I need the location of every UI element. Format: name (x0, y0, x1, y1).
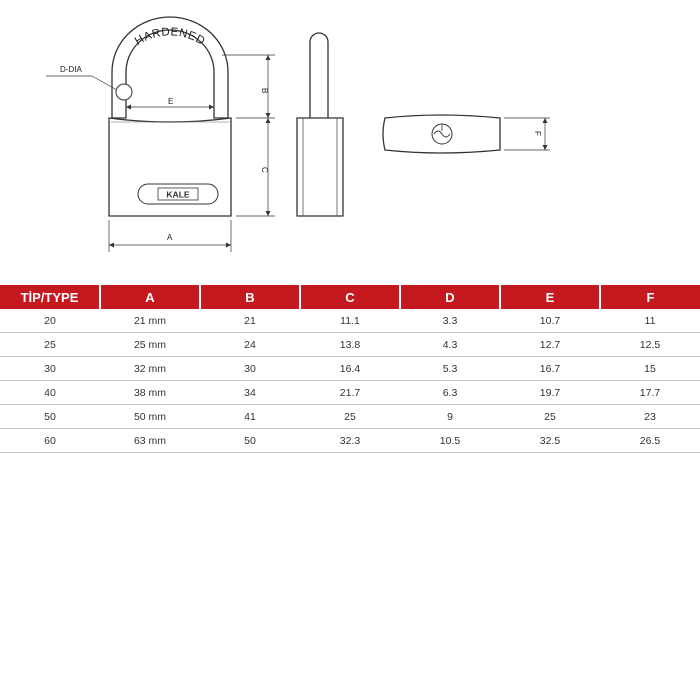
col-header-type: TİP/TYPE (0, 285, 100, 309)
cell: 30 (200, 357, 300, 381)
table-row (0, 429, 700, 453)
cell: 60 (0, 429, 100, 453)
padlock-technical-drawing (0, 0, 700, 270)
col-header-e: E (500, 285, 600, 309)
cell: 32.5 (500, 429, 600, 453)
col-header-f: F (600, 285, 700, 309)
cell: 50 (200, 429, 300, 453)
cell: 32 mm (100, 357, 200, 381)
cell: 16.7 (500, 357, 600, 381)
f-label: F (533, 131, 542, 136)
col-header-b: B (200, 285, 300, 309)
col-header-d: D (400, 285, 500, 309)
table-header-row (0, 285, 700, 309)
col-header-a: A (100, 285, 200, 309)
cell: 50 (0, 405, 100, 429)
dimension-table (0, 285, 700, 453)
cell: 20 (0, 309, 100, 333)
cell: 5.3 (400, 357, 500, 381)
cell: 10.7 (500, 309, 600, 333)
table-row (0, 381, 700, 405)
cell: 3.3 (400, 309, 500, 333)
c-label: C (260, 167, 269, 173)
cell: 30 (0, 357, 100, 381)
cell: 10.5 (400, 429, 500, 453)
cell: 25 (0, 333, 100, 357)
cell: 34 (200, 381, 300, 405)
cell: 9 (400, 405, 500, 429)
cell: 24 (200, 333, 300, 357)
cell: 23 (600, 405, 700, 429)
d-dia-label: D-DIA (60, 65, 82, 74)
cell: 40 (0, 381, 100, 405)
cell: 21 (200, 309, 300, 333)
cell: 17.7 (600, 381, 700, 405)
cell: 21.7 (300, 381, 400, 405)
cell: 15 (600, 357, 700, 381)
e-label: E (168, 97, 174, 106)
b-label: B (260, 88, 269, 94)
table-row (0, 405, 700, 429)
cell: 26.5 (600, 429, 700, 453)
table-row (0, 309, 700, 333)
cell: 25 mm (100, 333, 200, 357)
cell: 21 mm (100, 309, 200, 333)
a-label: A (167, 233, 173, 242)
brand-label: KALE (166, 189, 190, 200)
cell: 4.3 (400, 333, 500, 357)
cell: 38 mm (100, 381, 200, 405)
cell: 63 mm (100, 429, 200, 453)
cell: 32.3 (300, 429, 400, 453)
side-view (297, 33, 343, 216)
cell: 6.3 (400, 381, 500, 405)
cell: 11.1 (300, 309, 400, 333)
cell: 25 (300, 405, 400, 429)
cell: 13.8 (300, 333, 400, 357)
col-header-c: C (300, 285, 400, 309)
cell: 41 (200, 405, 300, 429)
front-view (46, 17, 275, 252)
shackle-marking: HARDENED (132, 26, 208, 48)
cell: 12.5 (600, 333, 700, 357)
cell: 11 (600, 309, 700, 333)
bottom-view (383, 115, 550, 153)
cell: 50 mm (100, 405, 200, 429)
table-row (0, 357, 700, 381)
table-row (0, 333, 700, 357)
cell: 19.7 (500, 381, 600, 405)
cell: 16.4 (300, 357, 400, 381)
cell: 12.7 (500, 333, 600, 357)
cell: 25 (500, 405, 600, 429)
